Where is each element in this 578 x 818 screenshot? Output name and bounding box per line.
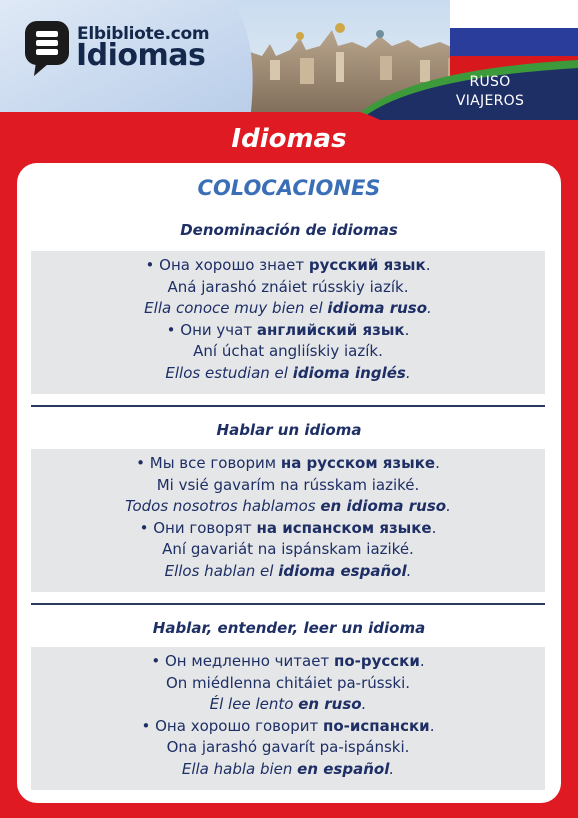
spanish-translation: Él lee lento en ruso.	[209, 695, 367, 713]
example-box	[31, 647, 545, 790]
spanish-translation: Ellos hablan el idioma español.	[164, 561, 412, 580]
section-divider	[31, 603, 545, 605]
russian-sentence: • Она хорошо говорит по-испански.	[141, 716, 435, 735]
spanish-translation: Ellos estudian el idioma inglés.	[165, 363, 411, 382]
transliteration: Aní gavariát na ispánskam iaziké.	[162, 540, 414, 558]
russian-sentence: • Она хорошо знает русский язык.	[145, 256, 431, 274]
russian-sentence: • Он медленно читает по-русски.	[151, 652, 425, 670]
spanish-translation: Todos nosotros hablamos en idioma ruso.	[125, 497, 451, 515]
section-title: Hablar un idioma	[216, 421, 362, 439]
speech-bubble-book-icon	[24, 20, 70, 78]
example-box	[31, 449, 545, 592]
russian-sentence: • Они говорят на испанском языке.	[139, 518, 437, 537]
brand-name: Idiomas	[76, 38, 206, 73]
russian-sentence: • Мы все говорим на русском языке.	[136, 454, 440, 472]
card-heading: COLOCACIONES	[197, 176, 381, 200]
content-card	[17, 163, 561, 803]
transliteration: Ona jarashó gavarít pa-ispánski.	[166, 738, 410, 756]
audience-tag: VIAJEROS	[455, 93, 525, 109]
spanish-translation: Ella conoce muy bien el idioma ruso.	[144, 299, 432, 317]
spanish-translation: Ella habla bien en español.	[181, 759, 395, 778]
section-title: Hablar, entender, leer un idioma	[152, 619, 426, 637]
russian-sentence: • Они учат английский язык.	[166, 320, 410, 339]
page-title: Idiomas	[231, 124, 347, 154]
example-box	[31, 251, 545, 394]
brand-site-name: Elbibliote.com	[77, 24, 210, 44]
section-divider	[31, 405, 545, 407]
transliteration: Aná jarashó znáiet rússkiy iazík.	[167, 277, 409, 296]
transliteration: Aní úchat angliískiy iazík.	[193, 342, 383, 360]
transliteration: Mi vsié gavarím na rússkam iaziké.	[156, 475, 420, 494]
header-banner	[0, 0, 578, 120]
language-tag: RUSO	[469, 74, 511, 90]
section-title: Denominación de idiomas	[180, 221, 398, 239]
transliteration: On miédlenna chitáiet pa-rússki.	[165, 673, 411, 692]
